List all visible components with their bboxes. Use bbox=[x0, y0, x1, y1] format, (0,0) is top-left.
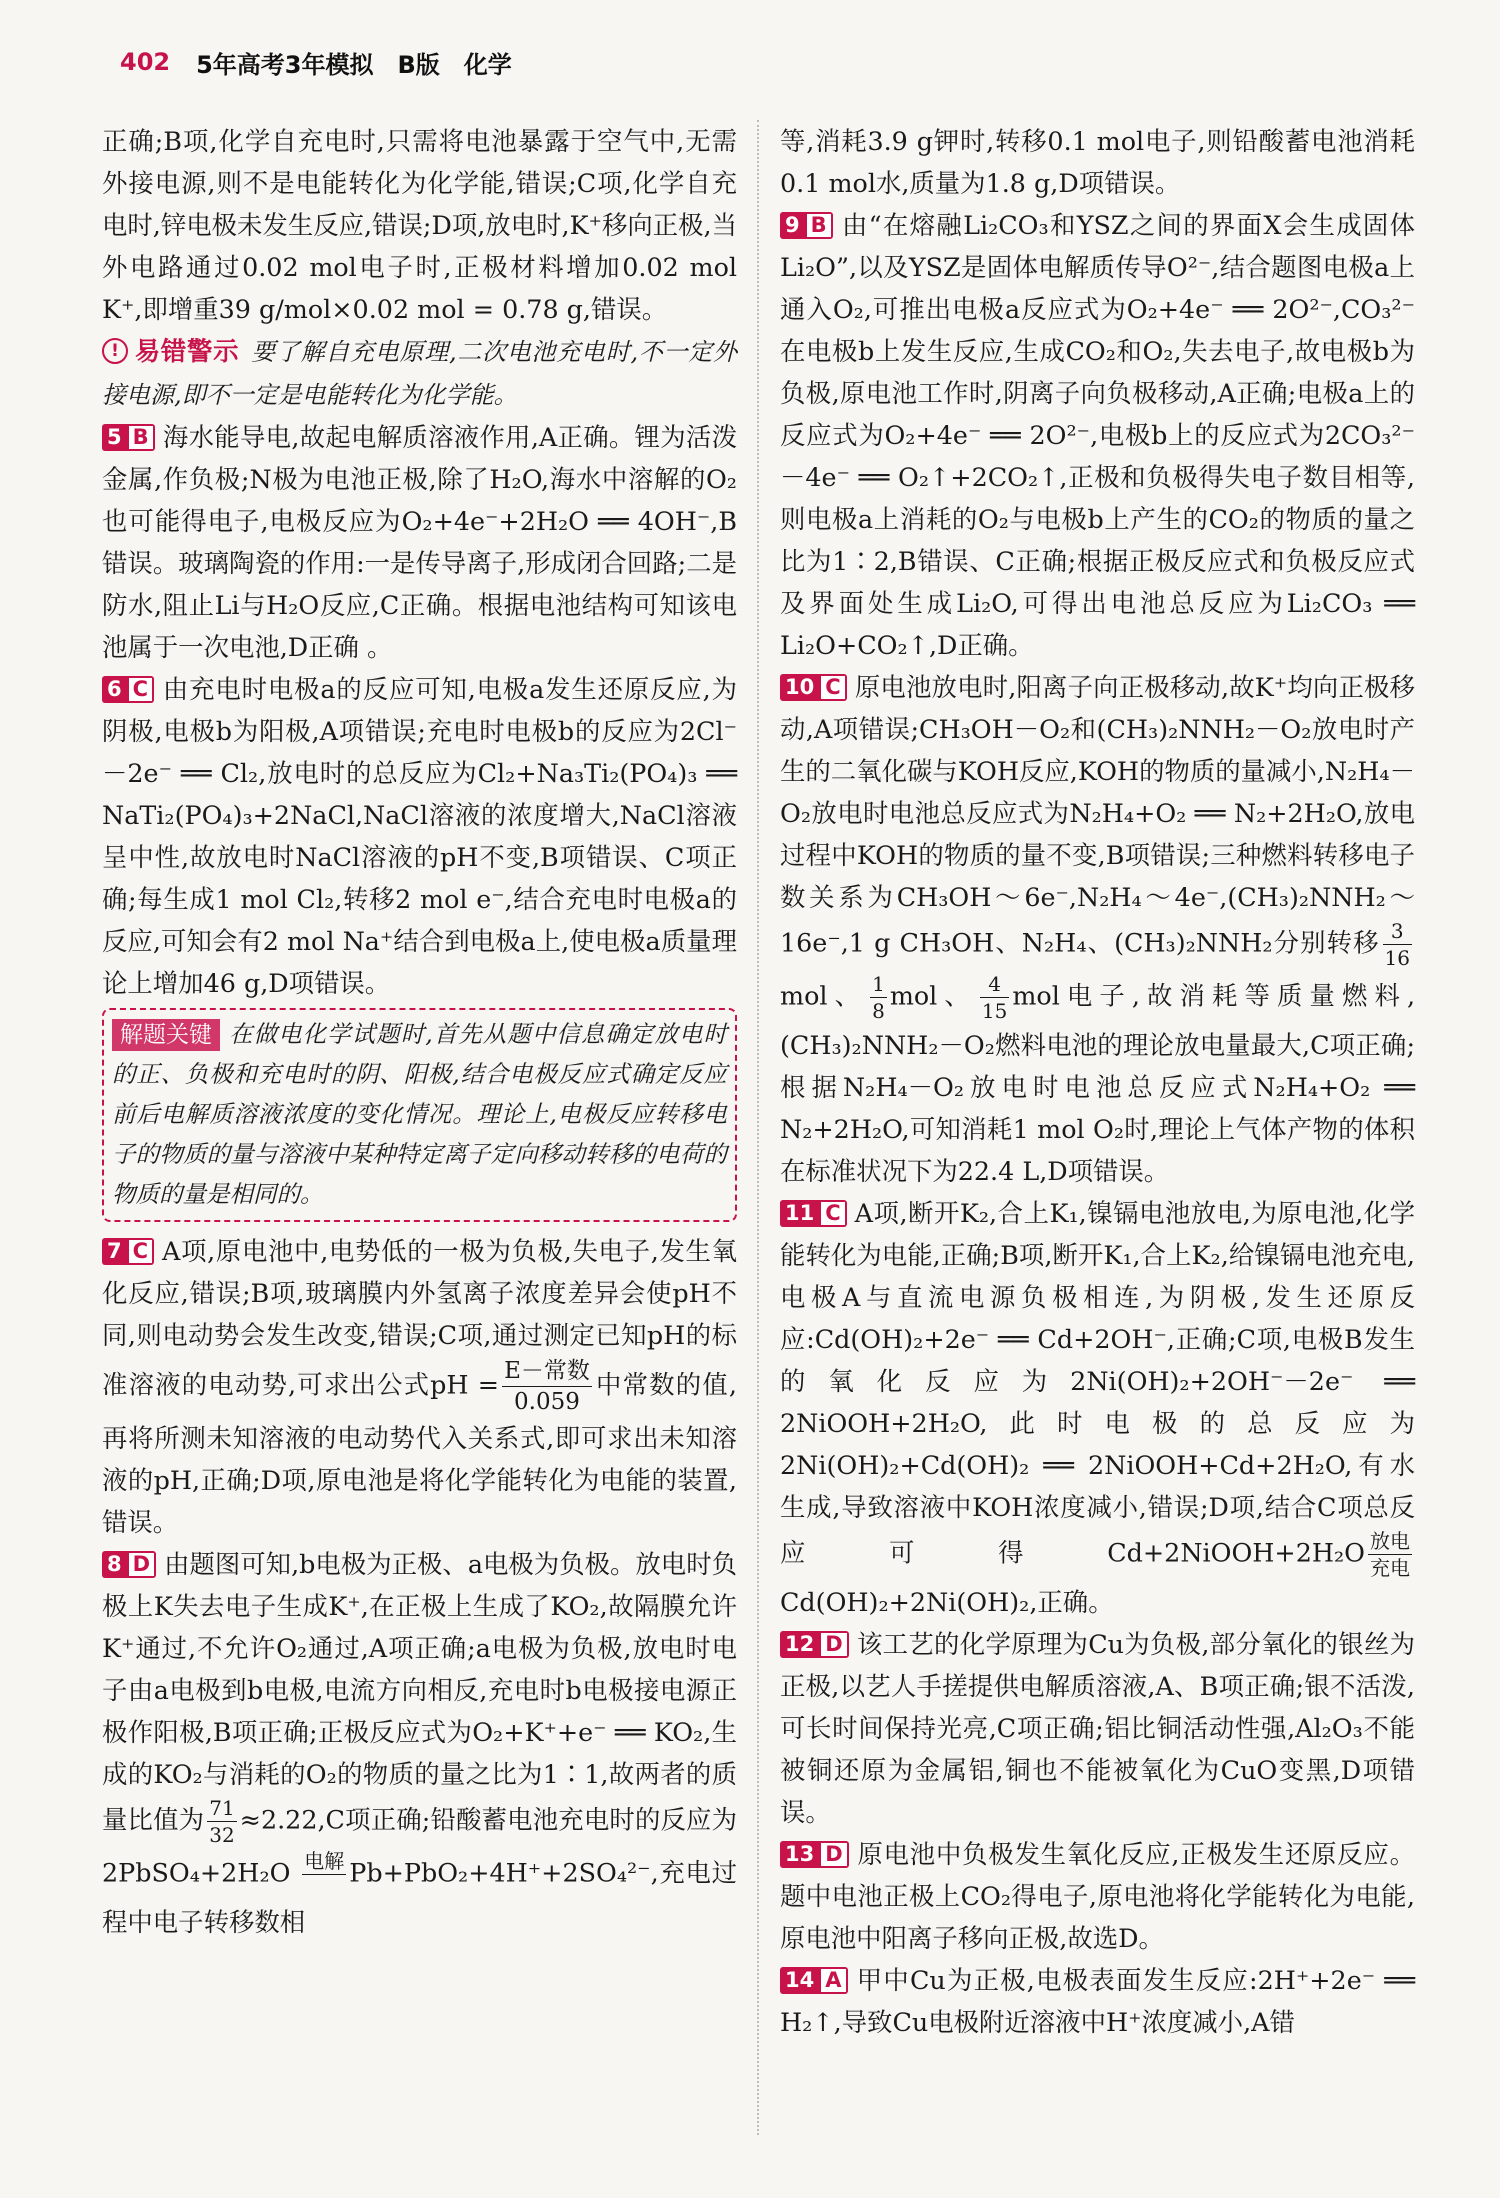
question-number: 12 bbox=[780, 1631, 819, 1658]
paragraph-continued: 等,消耗3.9 g钾时,转移0.1 mol电子,则铅酸蓄电池消耗0.1 mol水,质量为1.8 g,D项错误。 bbox=[780, 126, 1415, 198]
paragraph-continued: 正确;B项,化学自充电时,只需将电池暴露于空气中,无需外接电源,则不是电能转化为化学能,错误;C项,化学自充电时,锌电极未发生反应,错误;D项,放电时,K⁺移向正极,当外电路通过0.02 mol电子时,正极材料增加0.02 mol K⁺,即增重39 g/mol×0.02 mol = 0.78 g,错误。 bbox=[102, 126, 737, 324]
answer-text: A项,断开K₂,合上K₁,镍镉电池放电,为原电池,化学能转化为电能,正确;B项,断开K₁,合上K₂,给镍镉电池充电,电极A与直流电源负极相连,为阴极,发生还原反应:Cd(OH)₂+2e⁻ ══ Cd+2OH⁻,正确;C项,电极B发生的氧化反应为2Ni(OH)₂+2OH⁻－2e⁻ ══ 2NiOOH+2H₂O,此时电极的总反应为2Ni(OH)₂+Cd(OH)₂ ══ 2NiOOH+Cd+2H₂O,有水生成,导致溶液中KOH浓度减小,错误;D项,结合C项总反应可得Cd+2NiOOH+2H₂O bbox=[780, 1198, 1415, 1568]
answer-text-cont: Cd(OH)₂+2Ni(OH)₂,正确。 bbox=[780, 1587, 1114, 1617]
answer-letter: A bbox=[819, 1967, 847, 1994]
answer-letter: D bbox=[819, 1631, 848, 1658]
question-number: 7 bbox=[102, 1238, 127, 1265]
fraction-numerator: 4 bbox=[980, 971, 1009, 998]
answer-text: 由充电时电极a的反应可知,电极a发生还原反应,为阴极,电极b为阳极,A项错误;充电时电极b的反应为2Cl⁻－2e⁻ ══ Cl₂,放电时的总反应为Cl₂+Na₃Ti₂(PO₄)₃ ══ NaTi₂(PO₄)₃+2NaCl,NaCl溶液的浓度增大,NaCl溶液呈中性,故放电时NaCl溶液的pH不变,B项错误、C项正确;每生成1 mol Cl₂,转移2 mol e⁻,结合充电时电极a的反应,可知会有2 mol Na⁺结合到电极a上,使电极a质量理论上增加46 g,D项错误。 bbox=[102, 674, 737, 998]
electron-fraction-2 bbox=[870, 971, 887, 1024]
column-divider bbox=[757, 120, 759, 2135]
key-point-tag: 解题关键 bbox=[112, 1019, 220, 1051]
fraction-denominator: 16 bbox=[1384, 946, 1410, 970]
condition-label: 电解 bbox=[304, 1849, 345, 1873]
question-number: 13 bbox=[780, 1841, 819, 1868]
question-number: 9 bbox=[780, 212, 805, 239]
key-point-box bbox=[102, 1008, 737, 1222]
unit-text: mol bbox=[1012, 980, 1060, 1011]
answer-text: 原电池放电时,阳离子向正极移动,故K⁺均向正极移动,A项错误;CH₃OH－O₂和(CH₃)₂NNH₂－O₂放电时产生的二氧化碳与KOH反应,KOH的物质的量减小,N₂H₄－O₂放电时电池总反应式为N₂H₄+O₂ ══ N₂+2H₂O,放电过程中KOH的物质的量不变,B项错误;三种燃料转移电子数关系为CH₃OH～6e⁻,N₂H₄～4e⁻,(CH₃)₂NNH₂～16e⁻,1 g CH₃OH、N₂H₄、(CH₃)₂NNH₂分别转移 bbox=[780, 672, 1415, 958]
answer-10 bbox=[780, 666, 1415, 1192]
electron-fraction-1 bbox=[1383, 918, 1412, 971]
question-badge bbox=[780, 1841, 849, 1868]
question-badge bbox=[102, 424, 155, 451]
right-column bbox=[780, 120, 1415, 2043]
answer-5 bbox=[102, 416, 737, 668]
answer-text-cont: 电子,故消耗等质量燃料,(CH₃)₂NNH₂－O₂燃料电池的理论放电量最大,C项正确;根据N₂H₄－O₂放电时电池总反应式N₂H₄+O₂ ══ N₂+2H₂O,可知消耗1 mol O₂时,理论上气体产物的体积在标准状况下为22.4 L,D项错误。 bbox=[780, 980, 1416, 1186]
answer-text-end: Pb+PbO₂+4H⁺+2SO₄²⁻,充电过程中电子转移数相 bbox=[102, 1857, 738, 1937]
left-column bbox=[102, 120, 737, 1943]
condition-charge: 充电 bbox=[1370, 1556, 1410, 1580]
question-number: 8 bbox=[102, 1551, 127, 1578]
reaction-condition bbox=[302, 1848, 346, 1901]
question-number: 6 bbox=[102, 676, 127, 703]
book-title: 5年高考3年模拟 B版 化学 bbox=[196, 50, 512, 79]
answer-7 bbox=[102, 1230, 737, 1543]
fraction-numerator: 1 bbox=[872, 972, 885, 996]
question-number: 10 bbox=[780, 674, 819, 701]
question-badge bbox=[102, 1551, 156, 1578]
question-number: 14 bbox=[780, 1967, 819, 1994]
answer-6 bbox=[102, 668, 737, 1004]
answer-text: A项,原电池中,电势低的一极为负极,失电子,发生氧化反应,错误;B项,玻璃膜内外氢离子浓度差异会使pH不同,则电动势会发生改变,错误;C项,通过测定已知pH的标准溶液的电动势,可求出公式pH = bbox=[102, 1236, 737, 1400]
answer-text-cont: 中常数的值,再将所测未知溶液的电动势代入关系式,即可求出未知溶液的pH,正确;D项,原电池是将化学能转化为电能的装置,错误。 bbox=[102, 1369, 738, 1537]
question-badge bbox=[780, 1967, 848, 1994]
exclamation-icon: ! bbox=[102, 338, 128, 364]
answer-text: 海水能导电,故起电解质溶液作用,A正确。锂为活泼金属,作负极;N极为电池正极,除了H₂O,海水中溶解的O₂也可能得电子,电极反应为O₂+4e⁻+2H₂O ══ 4OH⁻,B错误。玻璃陶瓷的作用:一是传导离子,形成闭合回路;二是防水,阻止Li与H₂O反应,C正确。根据电池结构可知该电池属于一次电池,D正确 。 bbox=[102, 422, 737, 662]
question-badge bbox=[780, 1200, 847, 1227]
answer-text-cont: ≈2.22,C项正确;铅酸蓄电池充电时的反应为2PbSO₄+2H₂O bbox=[102, 1804, 737, 1888]
fraction-denominator: 15 bbox=[981, 999, 1008, 1023]
answer-letter: C bbox=[127, 676, 154, 703]
fraction-denominator: 8 bbox=[872, 999, 885, 1023]
fraction-denominator: 0.059 bbox=[514, 1389, 580, 1415]
answer-text: 原电池中负极发生氧化反应,正极发生还原反应。题中电池正极上CO₂得电子,原电池将化学能转化为电能,原电池中阳离子移向正极,故选D。 bbox=[780, 1839, 1415, 1953]
warning-text: 要了解自充电原理,二次电池充电时,不一定外接电源,即不一定是电能转化为化学能。 bbox=[102, 338, 737, 409]
answer-letter: C bbox=[819, 1200, 846, 1227]
warning-title bbox=[102, 336, 239, 366]
answer-13 bbox=[780, 1833, 1415, 1959]
unit-text: mol、 bbox=[780, 980, 868, 1011]
answer-12 bbox=[780, 1623, 1415, 1833]
mass-ratio-fraction bbox=[207, 1795, 236, 1848]
question-badge bbox=[780, 212, 833, 239]
answer-letter: B bbox=[127, 424, 155, 451]
answer-11 bbox=[780, 1192, 1415, 1623]
question-badge bbox=[102, 1238, 154, 1265]
page-header bbox=[120, 40, 512, 84]
key-point-text: 在做电化学试题时,首先从题中信息确定放电时的正、负极和充电时的阴、阳极,结合电极反应式确定反应前后电解质溶液浓度的变化情况。理论上,电极反应转移电子的物质的量与溶液中某种特定离子定向移动转移的电荷的物质的量是相同的。 bbox=[112, 1020, 727, 1208]
electron-fraction-3 bbox=[980, 971, 1009, 1024]
question-badge bbox=[780, 1631, 849, 1658]
warning-note bbox=[102, 330, 737, 416]
answer-letter: C bbox=[819, 674, 846, 701]
reaction-condition bbox=[1368, 1528, 1412, 1581]
answer-letter: B bbox=[805, 212, 833, 239]
condition-discharge: 放电 bbox=[1370, 1529, 1410, 1553]
answer-letter: D bbox=[819, 1841, 848, 1868]
ph-formula-fraction bbox=[502, 1356, 592, 1417]
answer-9 bbox=[780, 204, 1415, 666]
question-badge bbox=[780, 674, 847, 701]
answer-text: 由题图可知,b电极为正极、a电极为负极。放电时负极上K失去电子生成K⁺,在正极上生成了KO₂,故隔膜允许K⁺通过,不允许O₂通过,A项正确;a电极为负极,放电时电子由a电极到b电极,电流方向相反,充电时b电极接电源正极作阳极,B项正确;正极反应式为O₂+K⁺+e⁻ ══ KO₂,生成的KO₂与消耗的O₂的物质的量之比为1∶1,故两者的质量比值为 bbox=[102, 1549, 737, 1835]
answer-8 bbox=[102, 1543, 737, 1943]
fraction-numerator: E－常数 bbox=[502, 1356, 592, 1387]
question-badge bbox=[102, 676, 154, 703]
question-number: 5 bbox=[102, 424, 127, 451]
answer-text: 该工艺的化学原理为Cu为负极,部分氧化的银丝为正极,以艺人手搓提供电解质溶液,A、B项正确;银不活泼,可长时间保持光亮,C项正确;铝比铜活动性强,Al₂O₃不能被铜还原为金属铝,铜也不能被氧化为CuO变黑,D项错误。 bbox=[780, 1629, 1415, 1827]
answer-text: 由“在熔融Li₂CO₃和YSZ之间的界面X会生成固体Li₂O”,以及YSZ是固体电解质传导O²⁻,结合题图电极a上通入O₂,可推出电极a反应式为O₂+4e⁻ ══ 2O²⁻,CO₃²⁻在电极b上发生反应,生成CO₂和O₂,失去电子,故电极b为负极,原电池工作时,阴离子向负极移动,A正确;电极a上的反应式为O₂+4e⁻ ══ 2O²⁻,电极b上的反应式为2CO₃²⁻－4e⁻ ══ O₂↑+2CO₂↑,正极和负极得失电子数目相等,则电极a上消耗的O₂与电极b上产生的CO₂的物质的量之比为1∶2,B错误、C正确;根据正极反应式和负极反应式及界面处生成Li₂O,可得出电池总反应为Li₂CO₃ ══ Li₂O+CO₂↑,D正确。 bbox=[780, 210, 1415, 660]
page-number: 402 bbox=[120, 48, 171, 76]
unit-text: mol、 bbox=[889, 980, 977, 1011]
answer-letter: C bbox=[127, 1238, 154, 1265]
answer-letter: D bbox=[127, 1551, 156, 1578]
question-number: 11 bbox=[780, 1200, 819, 1227]
answer-14 bbox=[780, 1959, 1415, 2043]
fraction-denominator: 32 bbox=[209, 1823, 235, 1847]
answer-text: 甲中Cu为正极,电极表面发生反应:2H⁺+2e⁻ ══ H₂↑,导致Cu电极附近溶液中H⁺浓度减小,A错 bbox=[780, 1965, 1415, 2037]
fraction-numerator: 71 bbox=[209, 1796, 235, 1820]
warning-title-text: 易错警示 bbox=[134, 336, 240, 366]
fraction-numerator: 3 bbox=[1383, 918, 1412, 945]
